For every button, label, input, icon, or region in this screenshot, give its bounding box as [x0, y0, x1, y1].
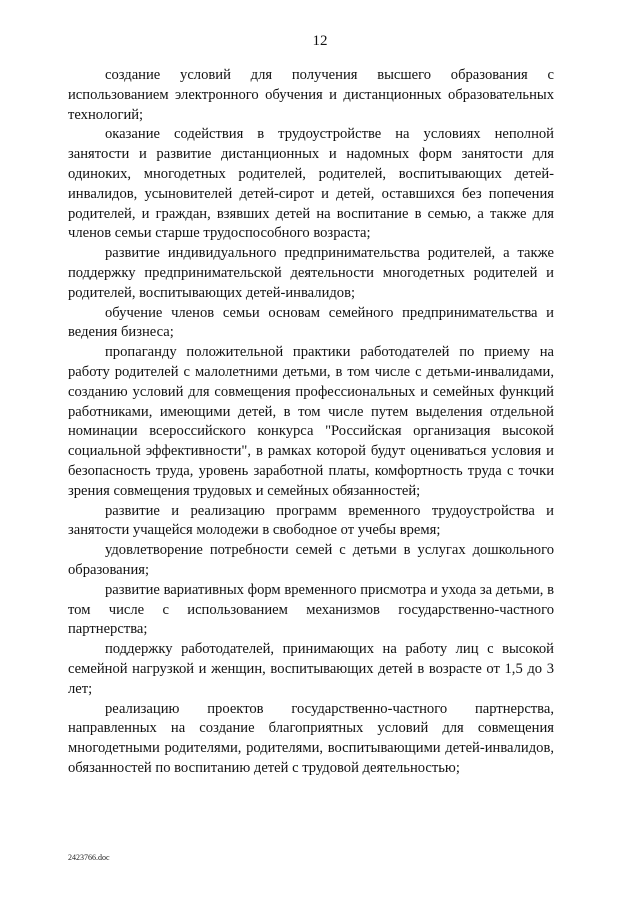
paragraph-employer-support: поддержку работодателей, принимающих на работу лиц с высокой семейной нагрузкой и женщин, воспитывающих детей в возрасте от 1,5 до 3 лет; [68, 641, 554, 697]
paragraph-higher-education: создание условий для получения высшего образования с использованием электронного обучения и дистанционных образовательных технологий; [68, 67, 554, 123]
paragraph-employment-assistance: оказание содействия в трудоустройстве на условиях неполной занятости и развитие дистанционных и надомных форм занятости для одиноких, многодетных родителей, родителей, воспитывающих детей-инвалидов, усыновителей детей-сирот и детей, оставшихся без попечения родителей, и граждан, взявших детей на воспитание в семью, а также для членов семьи старше трудоспособного возраста; [68, 126, 554, 242]
page-number: 12 [312, 33, 328, 49]
paragraph-employer-practice: пропаганду положительной практики работодателей по приему на работу родителей с малолетними детьми, в том числе с детьми-инвалидами, созданию условий для совмещения профессиональных и семейных функций работниками, имеющими детей, в том числе путем выделения отдельной номинации всероссийского конкурса "Российская организация высокой социальной эффективности", в рамках которой будут оцениваться условия и безопасность труда, уровень заработной платы, комфортность труда с точки зрения совмещения трудовых и семейных обязанностей; [68, 344, 554, 499]
paragraph-childcare-forms: развитие вариативных форм временного присмотра и ухода за детьми, в том числе с использованием механизмов государственно-частного партнерства; [68, 581, 554, 638]
paragraph-youth-employment: развитие и реализацию программ временного трудоустройства и занятости учащейся молодежи в свободное от учебы время; [68, 502, 554, 539]
file-footer: 2423766.doc [68, 853, 110, 862]
paragraph-public-private-partnership: реализацию проектов государственно-частного партнерства, направленных на создание благоприятных условий для совмещения многодетными родителями, родителями, воспитывающими детей-инвалидов, обязанностей по воспитанию детей с трудовой деятельностью; [68, 700, 554, 776]
paragraph-preschool-services: удовлетворение потребности семей с детьми в услугах дошкольного образования; [68, 542, 554, 578]
paragraph-entrepreneurship: развитие индивидуального предпринимательства родителей, а также поддержку предпринимательской деятельности многодетных родителей и родителей, воспитывающих детей-инвалидов; [68, 245, 554, 301]
paragraph-family-business-training: обучение членов семьи основам семейного предпринимательства и ведения бизнеса; [68, 304, 554, 341]
body-text [68, 66, 554, 779]
